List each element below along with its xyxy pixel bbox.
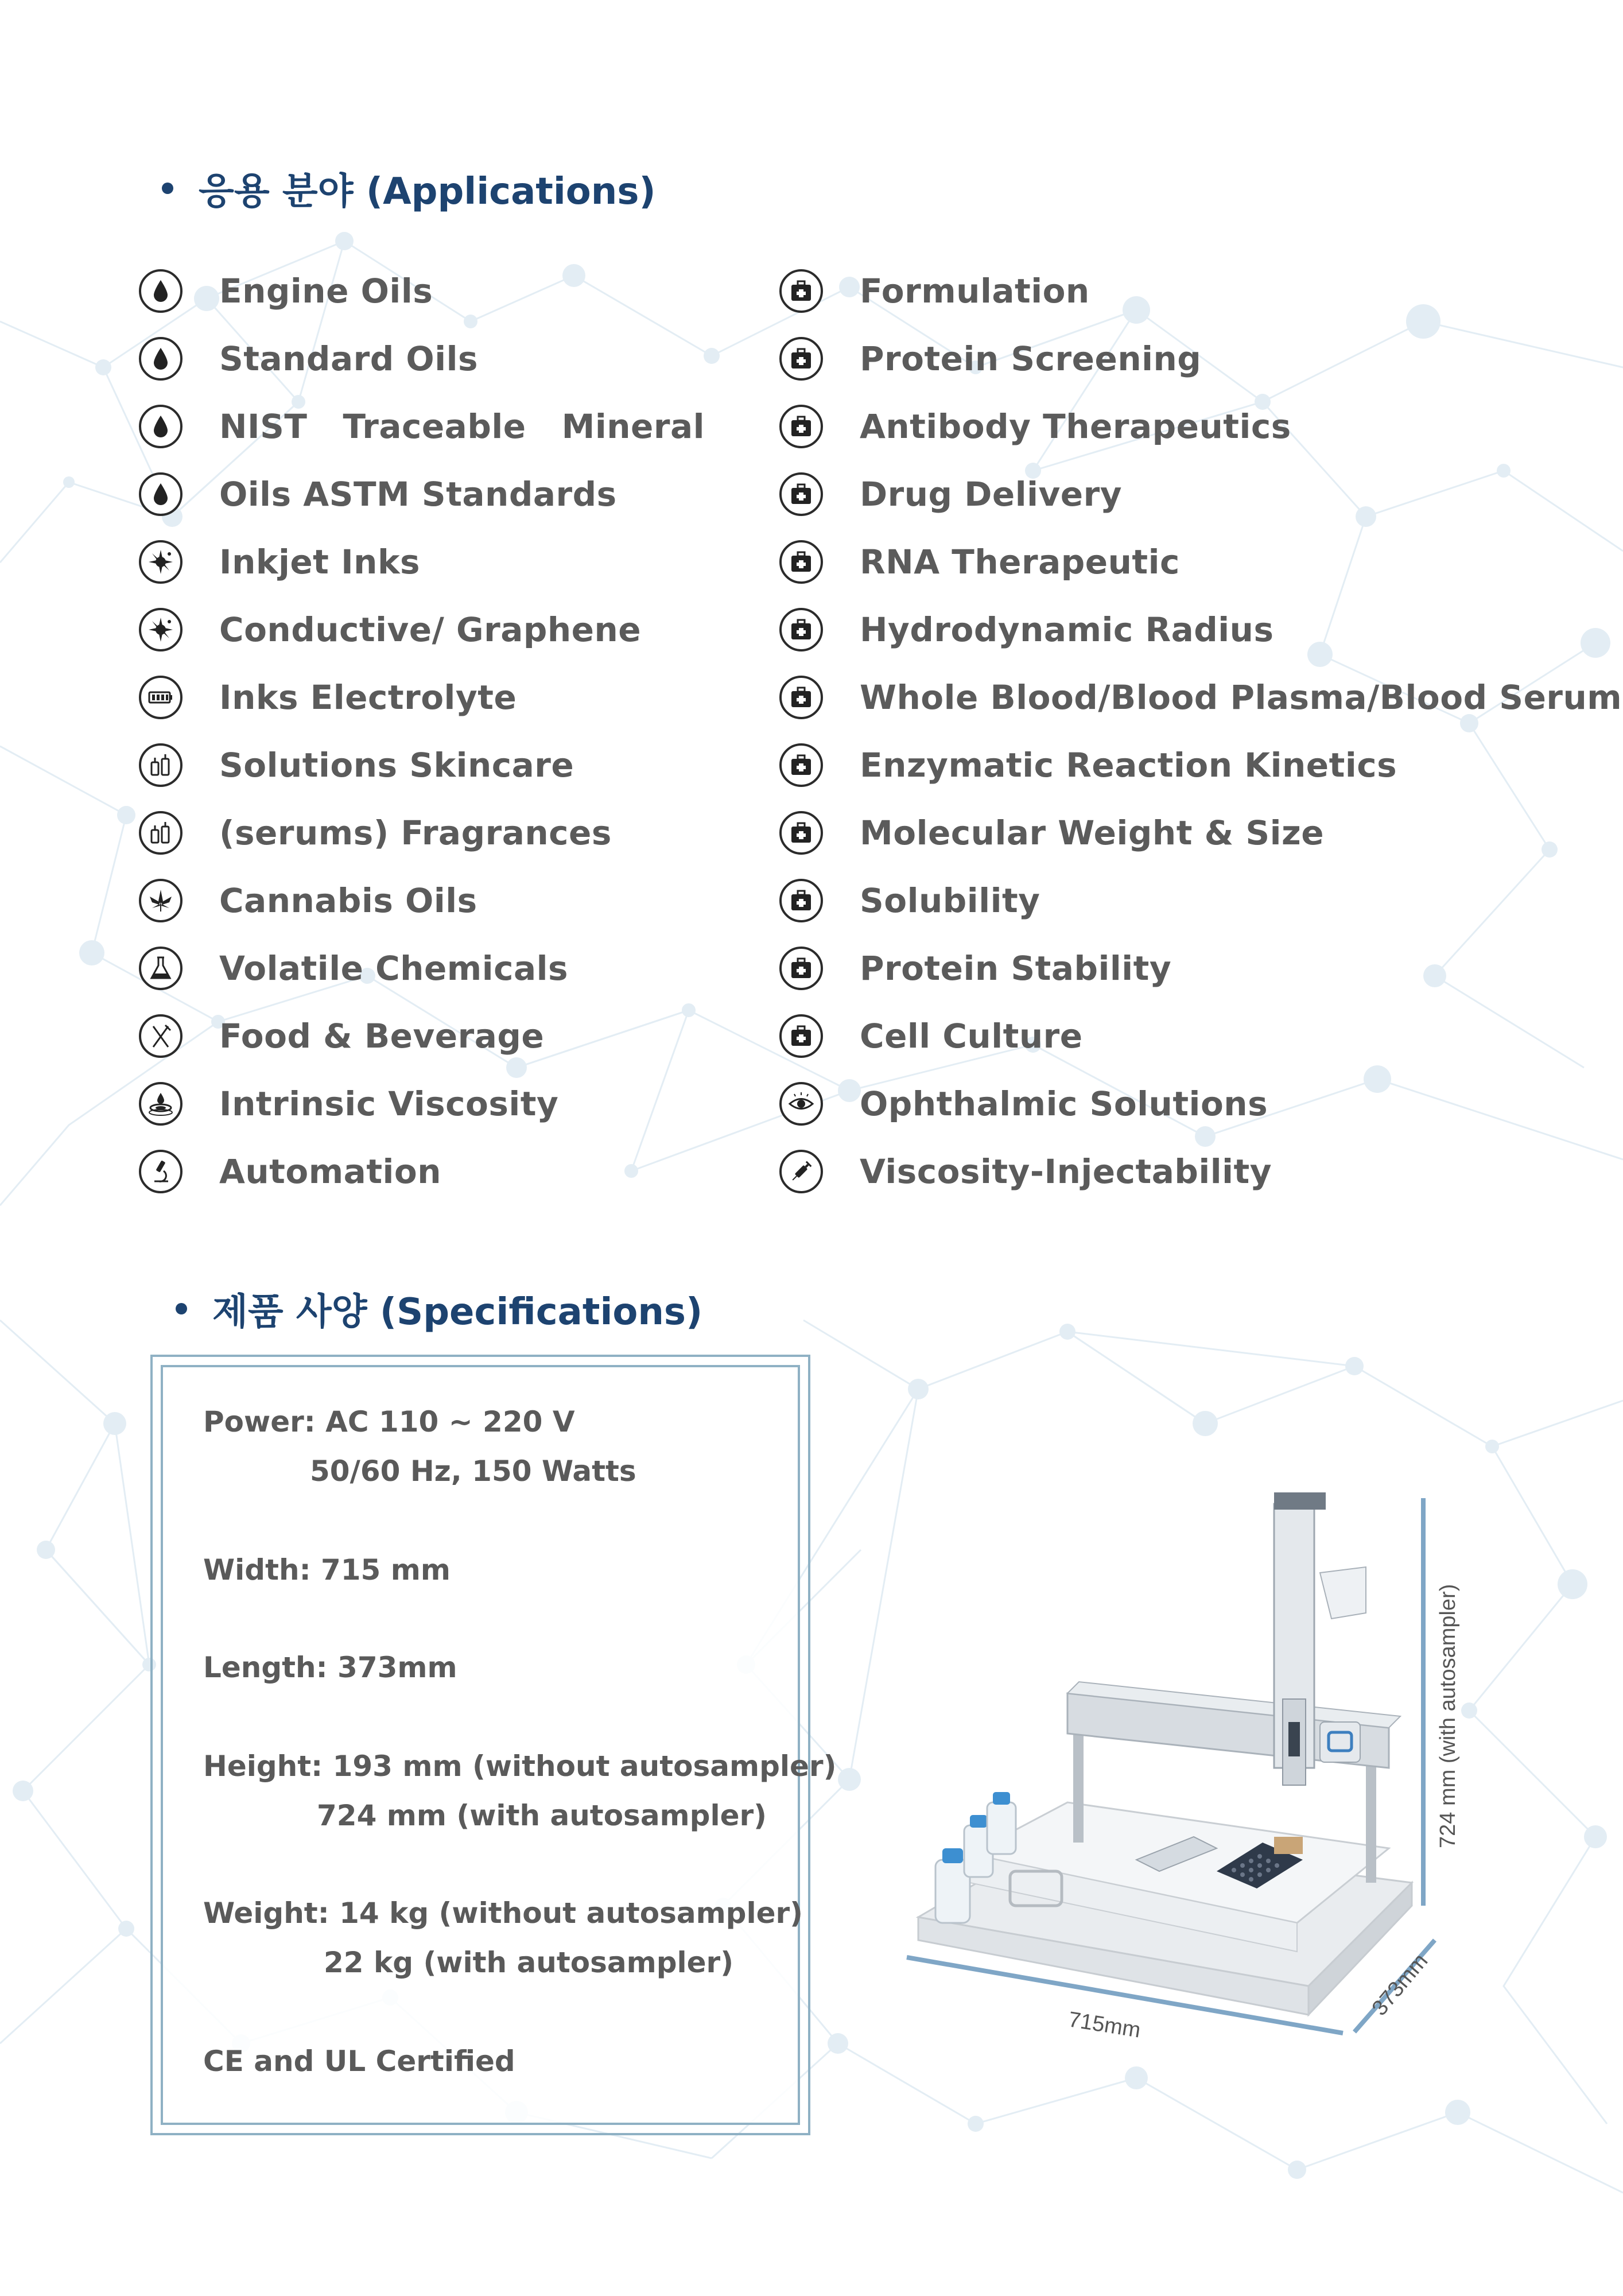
app-item-oils-astm-standards	[139, 468, 617, 520]
app-label: Intrinsic Viscosity	[219, 1084, 559, 1123]
app-label: (serums) Fragrances	[219, 813, 612, 852]
app-item-rna-therapeutic	[779, 536, 1180, 588]
oil-drop-icon	[139, 269, 183, 313]
app-item-automation	[139, 1146, 441, 1197]
medical-bag-icon	[779, 608, 823, 651]
app-label: Ophthalmic Solutions	[860, 1084, 1268, 1123]
medical-bag-icon	[779, 472, 823, 516]
eye-icon	[779, 1082, 823, 1126]
app-label: Food & Beverage	[219, 1017, 545, 1056]
oil-drop-icon	[139, 405, 183, 448]
app-item-volatile-chemicals	[139, 943, 568, 994]
spec-weight-with-autosampler: 22 kg (with autosampler)	[324, 1946, 734, 1979]
app-label: NIST Traceable Mineral	[219, 407, 705, 446]
app-item-serums-fragrances	[139, 807, 612, 859]
spec-width: Width: 715 mm	[203, 1553, 451, 1587]
medical-bag-icon	[779, 1014, 823, 1058]
dimension-width-label: 715mm	[1066, 2007, 1143, 2043]
app-item-protein-screening	[779, 333, 1201, 385]
app-label: Solubility	[860, 881, 1040, 920]
app-item-viscosity-injectability	[779, 1146, 1272, 1197]
app-item-nist-traceable-mineral	[139, 401, 705, 452]
medical-bag-icon	[779, 811, 823, 855]
app-label: Protein Screening	[860, 339, 1202, 378]
heading-bullet	[176, 1303, 187, 1314]
specifications-heading-text: 제품 사양 (Specifications)	[212, 1291, 703, 1333]
spec-height: Height: 193 mm (without autosampler)	[203, 1750, 837, 1783]
droplet-ripple-icon	[139, 1082, 183, 1126]
app-item-formulation	[779, 265, 1090, 317]
medical-bag-icon	[779, 540, 823, 584]
app-label: Engine Oils	[219, 272, 433, 311]
product-illustration	[895, 1481, 1469, 2066]
oil-drop-icon	[139, 337, 183, 381]
ink-splash-icon	[139, 540, 183, 584]
spec-power-detail: 50/60 Hz, 150 Watts	[310, 1455, 636, 1488]
app-item-inks-electrolyte	[139, 672, 517, 723]
skincare-bottles-icon	[139, 743, 183, 787]
app-label: Whole Blood/Blood Plasma/Blood Serum	[860, 678, 1622, 717]
heading-bullet	[162, 183, 173, 194]
app-item-ophthalmic-solutions	[779, 1078, 1268, 1130]
app-item-engine-oils	[139, 265, 433, 317]
app-label: Molecular Weight & Size	[860, 813, 1325, 852]
app-label: Formulation	[860, 272, 1090, 311]
medical-bag-icon	[779, 676, 823, 719]
skincare-bottles-icon	[139, 811, 183, 855]
app-label: Drug Delivery	[860, 475, 1123, 514]
applications-heading	[162, 162, 656, 215]
app-item-protein-stability	[779, 943, 1171, 994]
specifications-heading	[176, 1282, 702, 1335]
app-item-inkjet-inks	[139, 536, 420, 588]
app-label: RNA Therapeutic	[860, 542, 1180, 581]
app-item-solubility	[779, 875, 1040, 926]
dimension-depth-label: 373mm	[1367, 1949, 1433, 2020]
spec-power: Power: AC 110 ~ 220 V	[203, 1405, 575, 1438]
app-label: Oils ASTM Standards	[219, 475, 617, 514]
app-item-cannabis-oils	[139, 875, 477, 926]
battery-icon	[139, 676, 183, 719]
app-label: Enzymatic Reaction Kinetics	[860, 746, 1397, 785]
app-label: Inks Electrolyte	[219, 678, 517, 717]
app-label: Protein Stability	[860, 949, 1172, 988]
medical-bag-icon	[779, 405, 823, 448]
medical-bag-icon	[779, 879, 823, 922]
app-item-enzymatic-reaction-kinetics	[779, 739, 1397, 791]
app-item-cell-culture	[779, 1010, 1083, 1062]
app-item-molecular-weight-size	[779, 807, 1324, 859]
app-item-solutions-skincare	[139, 739, 574, 791]
app-label: Volatile Chemicals	[219, 949, 569, 988]
app-item-intrinsic-viscosity	[139, 1078, 558, 1130]
app-item-conductive-graphene	[139, 604, 641, 656]
dimension-height-label: 724 mm (with autosampler)	[1436, 1584, 1460, 1848]
flask-icon	[139, 947, 183, 990]
app-label: Cell Culture	[860, 1017, 1083, 1056]
app-item-antibody-therapeutics	[779, 401, 1291, 452]
app-label: Conductive/ Graphene	[219, 610, 642, 649]
app-item-drug-delivery	[779, 468, 1122, 520]
syringe-icon	[779, 1150, 823, 1193]
spec-length: Length: 373mm	[203, 1651, 457, 1684]
app-label: Inkjet Inks	[219, 542, 421, 581]
app-label: Hydrodynamic Radius	[860, 610, 1274, 649]
spec-certification: CE and UL Certified	[203, 2045, 515, 2078]
oil-drop-icon	[139, 472, 183, 516]
cannabis-leaf-icon	[139, 879, 183, 922]
app-label: Antibody Therapeutics	[860, 407, 1291, 446]
medical-bag-icon	[779, 269, 823, 313]
applications-heading-text: 응용 분야 (Applications)	[199, 170, 656, 213]
spec-weight: Weight: 14 kg (without autosampler)	[203, 1896, 803, 1930]
app-label: Viscosity-Injectability	[860, 1152, 1272, 1191]
app-item-standard-oils	[139, 333, 478, 385]
spec-height-with-autosampler: 724 mm (with autosampler)	[317, 1799, 767, 1832]
fork-knife-icon	[139, 1014, 183, 1058]
medical-bag-icon	[779, 947, 823, 990]
microscope-icon	[139, 1150, 183, 1193]
app-label: Automation	[219, 1152, 442, 1191]
app-item-hydrodynamic-radius	[779, 604, 1273, 656]
medical-bag-icon	[779, 337, 823, 381]
app-item-food-beverage	[139, 1010, 544, 1062]
app-label: Standard Oils	[219, 339, 478, 378]
app-label: Cannabis Oils	[219, 881, 477, 920]
medical-bag-icon	[779, 743, 823, 787]
app-label: Solutions Skincare	[219, 746, 574, 785]
ink-splash-icon	[139, 608, 183, 651]
app-item-whole-blood	[779, 672, 1622, 723]
